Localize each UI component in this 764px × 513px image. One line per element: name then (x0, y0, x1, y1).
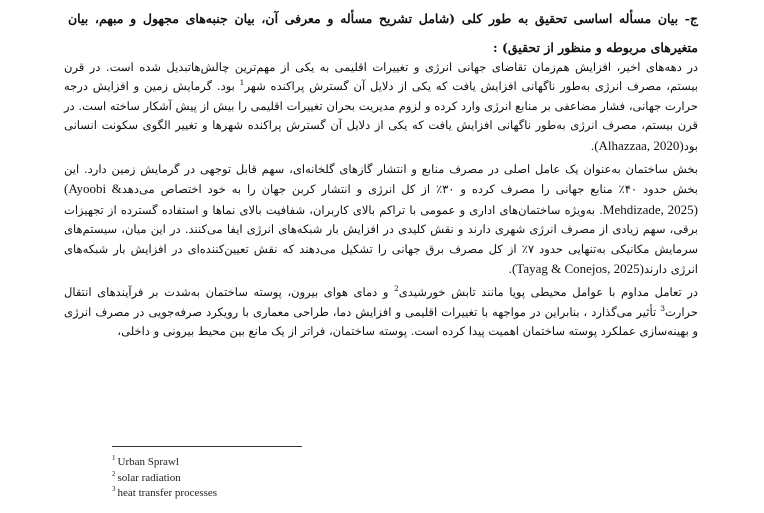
paragraph-3-text-c: تأثیر می‌گذارد ، بنابراین در مواجهه با تغییرات اقلیمی و افزایش دما، طراحی معماری با رویکرد صرفه‌جویی در مصرف انرژی و بهینه‌سازی عملکرد پوسته ساختمان اهمیت پیدا کرده است. پوسته ساختمان، فراتر از یک مانع بین محیط بیرونی و داخلی، (64, 304, 698, 339)
footnote-3-text: heat transfer processes (117, 487, 218, 499)
footnote-1-text: Urban Sprawl (117, 456, 179, 468)
footnote-2 (112, 471, 412, 487)
citation-alhazzaa: (Alhazzaa, 2020) (594, 137, 684, 153)
paragraph-2-end: . (508, 262, 512, 277)
footnote-3-number: 3 (112, 485, 116, 494)
footnotes (112, 455, 412, 502)
paragraph-1 (64, 58, 698, 156)
document-body (64, 58, 698, 346)
footnote-ref-3[interactable]: 3 (660, 304, 665, 314)
footnote-ref-2[interactable]: 2 (394, 284, 399, 294)
paragraph-2-text-a: بخش ساختمان به‌عنوان یک عامل اصلی در مصرف منابع و انتشار گازهای گلخانه‌ای، سهم قابل توجهی در گرمایش زمین دارد. این بخش حدود ۴۰٪ منابع جهانی را مصرف کرده و ۳۰٪ از کل انرژی و انتشار کربن جهان را به خود اختصاص می‌دهد (64, 162, 698, 197)
footnote-1-number: 1 (112, 454, 116, 463)
paragraph-2-text-b: . به‌ویژه ساختمان‌های اداری و عمومی با تراکم بالای کاربران، شفافیت بالای نماها و استفاده گسترده از تجهیزات برقی، سهم زیادی از مصرف انرژی شهری دارند و نقش کلیدی در افزایش بار شبکه‌های انرژی ایفا می‌کنند. در این میان، سیستم‌های سرمایش مکانیکی به‌تنهایی حدود ۷٪ از کل مصرف برق جهانی را تشکیل می‌دهند که نقش تعیین‌کننده‌ای در افزایش بار شبکه‌های انرژی دارند (64, 202, 699, 277)
paragraph-3-text-a: در تعامل مداوم با عوامل محیطی پویا مانند تابش خورشیدی (398, 285, 698, 300)
paragraph-1-text-a: در دهه‌های اخیر، افزایش هم‌زمان تقاضای جهانی انرژی و تغییرات اقلیمی به یکی از مهم‌ترین چالش‌هاتبدیل شده است. در قرن بیستم، مصرف انرژی به‌طور ناگهانی افزایش یافت که یکی از دلایل آن گسترش پراکنده شهر (64, 60, 699, 94)
footnote-2-text: solar radiation (117, 471, 181, 484)
paragraph-3 (64, 283, 698, 341)
footnote-1 (112, 455, 412, 471)
footnote-3 (112, 486, 412, 502)
paragraph-2 (64, 160, 698, 279)
section-heading: ج- بیان مسأله اساسی تحقیق به طور کلی (شامل تشریح مسأله و معرفی آن، بیان جنبه‌های مجهول و مبهم، بیان متغیرهای مربوطه و منظور از تحقیق) : (68, 11, 698, 55)
paragraph-3-text-b: و دمای هوای بیرون، پوسته ساختمان به‌شدت بر فرآیندهای انتقال حرارت (64, 285, 698, 319)
footnote-2-number: 2 (112, 469, 116, 478)
citation-ayoobi: (Ayoobi & Mehdizade, 2025) (64, 181, 698, 217)
footnote-ref-1[interactable]: 1 (239, 78, 245, 88)
paragraph-1-end: . (590, 138, 595, 153)
footnote-separator (112, 446, 302, 447)
citation-tayag: (Tayag & Conejos, 2025) (511, 261, 644, 277)
paragraph-1-text-b: بود. گرمایش زمین و افزایش درجه حرارت جهانی، فشار مضاعفی بر منابع انرژی وارد کرده و لزوم مدیریت بحران تغییرات اقلیمی را بیش از پیش آشکار ساخته است. در قرن بیستم، مصرف انرژی به‌طور ناگهانی افزایش یافت که یکی از دلایل آن گسترش پراکنده شهرها و تغییر الگوی سکونت انسانی بود (64, 79, 698, 153)
